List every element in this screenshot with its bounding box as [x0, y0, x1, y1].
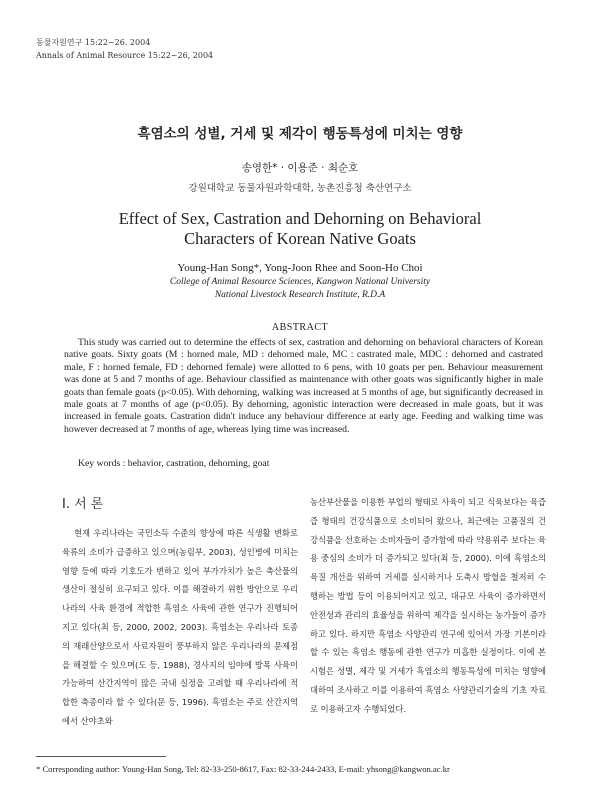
footnote-divider: [36, 756, 166, 757]
english-affiliation-line1: College of Animal Resource Sciences, Kangwon National University: [169, 277, 431, 287]
section-heading-introduction: Ⅰ. 서 론: [62, 497, 104, 512]
journal-citation-korean: 동물자원연구 15:22~26. 2004: [36, 38, 151, 47]
english-title: [0, 209, 600, 249]
english-affiliation-line2: National Livestock Research Institute, R.D.A: [214, 290, 386, 300]
english-title-line1: Effect of Sex, Castration and Dehorning on Behavioral: [118, 209, 482, 228]
introduction-left-column: 현재 우리나라는 국민소득 수준의 향상에 따른 식생활 변화로 육류의 소비가 급증하고 있으며(농림부, 2003), 성인병에 미치는 영향 등에 따라 기호도가 변하고 있어 부가가치가 높은 축산물의 생산이 절실히 요구되고 있다. 이를 해결하기 위한 방안으로 우리나라의 사육 환경에 적합한 흑염소 사육에 관한 연구가 진행되어지고 있다(최 등, 2000, 2002, 2003). 흑염소는 우리나라 토종의 재래산양으로서 사료자원이 풍부하지 않은 우리나라의 문제점을 해결할 수 있으며(도 등, 1988), 경사지의 임야에 방목 사육이 가능하여 산간지역이 많은 국내 실정을 고려할 때 우리나라에 적합한 축종이라 할 수 있다(문 등, 1996). 흑염소는 주로 산간지역에서 산야초와: [62, 528, 298, 726]
corresponding-author-footnote: * Corresponding author: Young-Han Song, Tel: 82-33-250-8617, Fax: 82-33-244-2433, E-mail: yhsong@kangwon.ac.kr: [36, 764, 450, 774]
journal-citation: [36, 36, 213, 62]
english-affiliation: [0, 276, 600, 302]
korean-affiliation: 강원대학교 동물자원과학대학, 농촌진흥청 축산연구소: [188, 183, 412, 194]
abstract-body: This study was carried out to determine the effects of sex, castration and dehorning on behavioral characters of Korean native goats. Sixty goats (M : horned male, MD : dehorned male, MC : castrated male, MDC : dehorned and castrated male, F : horned female, FD : dehorned female) were allotted to 6 pens, with 10 goats per pen. Behaviour measurement was done at 5 and 7 months of age. Behaviour classified as maintenance with other goats was significantly higher in male goats than female goats (p<0.05). With dehorning, walking was increased at 5 months of age, but significantly decreased in male goats at 7 months of age (p<0.05). By dehorning, agonistic interaction were decreased in male goats, but it was increased in female goats. Castration didn't induce any behaviour difference at early age. Feeding and walking time was however decreased at 7 months of age, whereas lying time was increased.: [64, 337, 543, 435]
english-title-line2: Characters of Korean Native Goats: [184, 229, 416, 248]
abstract-heading: ABSTRACT: [271, 322, 329, 333]
journal-citation-english: Annals of Animal Resource 15:22~26, 2004: [36, 51, 214, 60]
introduction-right-column: 농산부산물을 이용한 부업의 형태로 사육이 되고 식육보다는 육즙즙 형태의 건강식품으로 소비되어 왔으나, 최근에는 고품질의 건강식품을 선호하는 소비자들이 증가함에 따라 약용위주 보다는 육용 중심의 소비가 더 증가되고 있다(최 등, 2000). 이에 흑염소의 육질 개선을 위하여 거세를 실시하거나 도축시 방혈을 철저히 수행하는 방법 등이 이용되어지고 있고, 대규모 사육이 증가하면서 안전성과 관리의 효율성을 위하여 제각을 실시하는 농가들이 증가하고 있다. 하지만 흑염소 사양관리 연구에 있어서 가장 기본이라 할 수 있는 흑염소 행동에 관한 연구가 미흡한 실정이다. 이에 본 시험은 성별, 제각 및 거세가 흑염소의 행동특성에 미치는 영향에 대하여 조사하고 이를 이용하여 흑염소 사양관리기술의 기초 자료로 이용하고자 수행되었다.: [310, 497, 546, 714]
korean-title: 흑염소의 성별, 거세 및 제각이 행동특성에 미치는 영향: [137, 126, 463, 142]
keywords: Key words : behavior, castration, dehorning, goat: [78, 458, 270, 469]
english-authors: Young-Han Song*, Yong-Joon Rhee and Soon-Ho Choi: [177, 262, 423, 274]
korean-authors: 송영한* · 이용준 · 최순호: [241, 162, 359, 174]
